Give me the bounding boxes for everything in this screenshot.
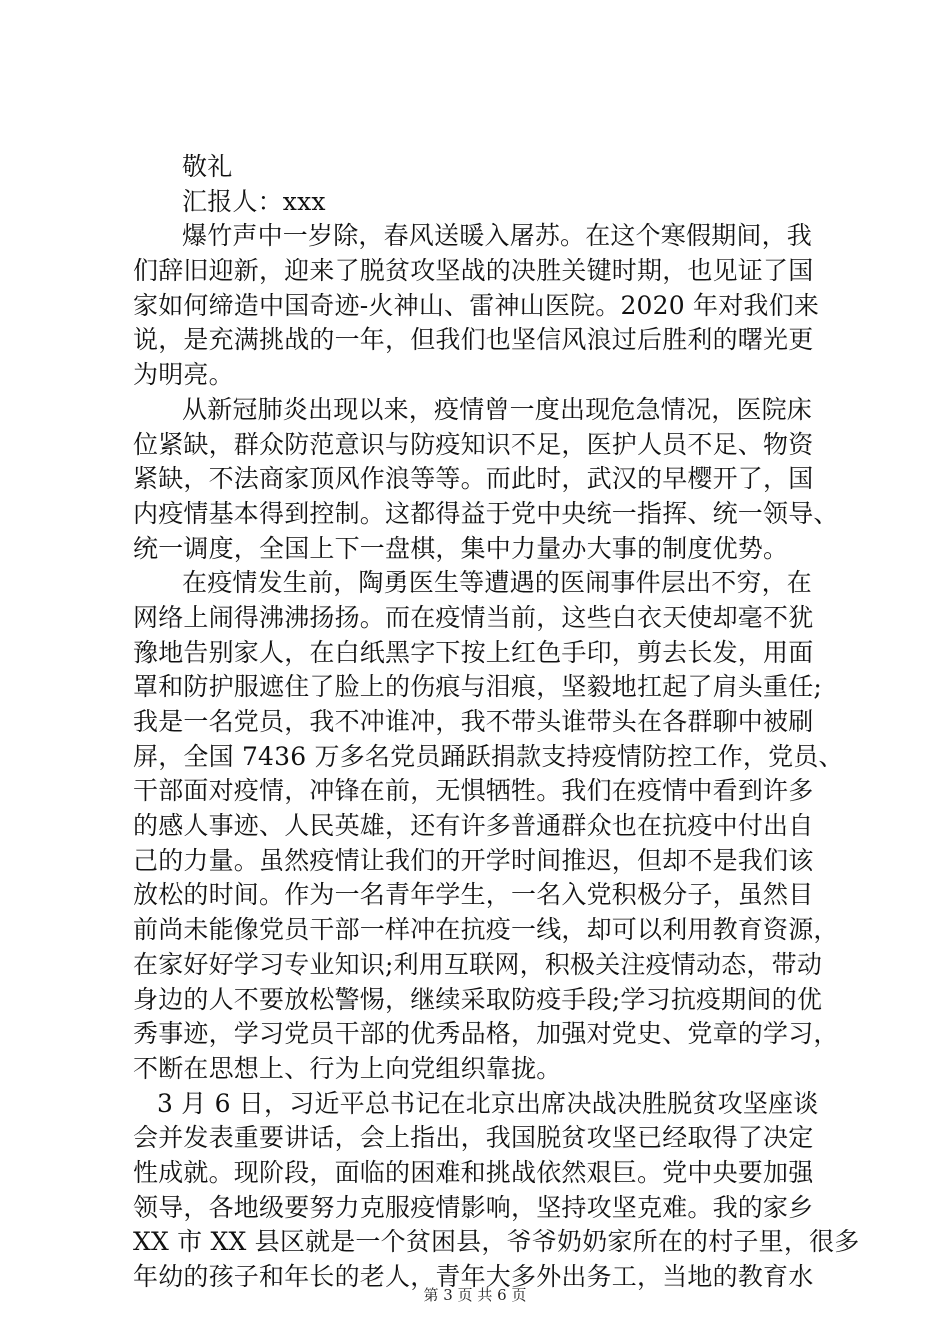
paragraph-line: 们辞旧迎新，迎来了脱贫攻坚战的决胜关键时期，也见证了国 [133,256,814,286]
paragraph-line: 内疫情基本得到控制。这都得益于党中央统一指挥、统一领导、 [133,498,839,528]
paragraph-line: 为明亮。 [133,360,234,390]
paragraph-line: 罩和防护服遮住了脸上的伤痕与泪痕，坚毅地扛起了肩头重任; [133,672,823,702]
paragraph-line: 我是一名党员，我不冲谁冲，我不带头谁带头在各群聊中被刷 [133,707,814,736]
paragraph-line: 不断在思想上、行为上向党组织靠拢。 [133,1053,562,1083]
document-body [133,150,860,1295]
paragraph-line: 紧缺，不法商家顶风作浪等等。而此时，武汉的早樱开了，国 [133,464,814,494]
paragraph-line: 干部面对疫情，冲锋在前，无惧牺牲。我们在疫情中看到许多 [133,776,814,806]
paragraph-line: 说，是充满挑战的一年，但我们也坚信风浪过后胜利的曙光更 [133,325,814,355]
paragraph-line: 放松的时间。作为一名青年学生，一名入党积极分子，虽然目 [133,880,814,910]
paragraph-line: 位紧缺，群众防范意识与防疫知识不足，医护人员不足、物资 [133,429,814,459]
paragraph-line: XX 市 XX 县区就是一个贫困县，爷爷奶奶家所在的村子里，很多 [133,1227,860,1257]
paragraph-line: 领导，各地级要努力克服疫情影响，坚持攻坚克难。我的家乡 [133,1192,814,1222]
paragraph-line: 3 月 6 日，习近平总书记在北京出席决战决胜脱贫攻坚座谈 [157,1088,819,1118]
paragraph-line: 统一调度，全国上下一盘棋，集中力量办大事的制度优势。 [133,533,789,563]
paragraph-line: 的感人事迹、人民英雄，还有许多普通群众也在抗疫中付出自 [133,811,814,841]
paragraph-line: 前尚未能像党员干部一样冲在抗疫一线，却可以利用教育资源， [133,915,839,945]
paragraph-line: 家如何缔造中国奇迹-火神山、雷神山医院。2020 年对我们来 [133,290,820,320]
paragraph-line: 从新冠肺炎出现以来，疫情曾一度出现危急情况，医院床 [182,394,813,424]
paragraph-line: 屏，全国 7436 万多名党员踊跃捐款支持疫情防控工作，党员、 [133,741,844,771]
paragraph-line: 网络上闹得沸沸扬扬。而在疫情当前，这些白衣天使却毫不犹 [133,602,814,632]
paragraph-line: 秀事迹，学习党员干部的优秀品格，加强对党史、党章的学习， [133,1019,839,1049]
paragraph-line: 爆竹声中一岁除，春风送暖入屠苏。在这个寒假期间，我 [182,221,813,251]
paragraph-line: 身边的人不要放松警惕，继续采取防疫手段;学习抗疫期间的优 [133,984,823,1014]
paragraph-line: 会并发表重要讲话，会上指出，我国脱贫攻坚已经取得了决定 [133,1123,814,1153]
paragraph-line: 己的力量。虽然疫情让我们的开学时间推迟，但却不是我们该 [133,845,814,875]
paragraph-line: 性成就。现阶段，面临的困难和挑战依然艰巨。党中央要加强 [133,1157,814,1187]
paragraph-line: 年幼的孩子和年长的老人，青年大多外出务工，当地的教育水 [133,1262,814,1291]
page-footer: 第 3 页 共 6 页 [423,1286,527,1304]
reporter-line: 汇报人：xxx [182,186,326,216]
paragraph-line: 在家好好学习专业知识;利用互联网，积极关注疫情动态，带动 [133,949,823,979]
paragraph-line: 豫地告别家人，在白纸黑字下按上红色手印，剪去长发，用面 [133,637,814,667]
salutation: 敬礼 [182,152,233,181]
paragraph-line: 在疫情发生前，陶勇医生等遭遇的医闹事件层出不穷，在 [182,568,813,598]
